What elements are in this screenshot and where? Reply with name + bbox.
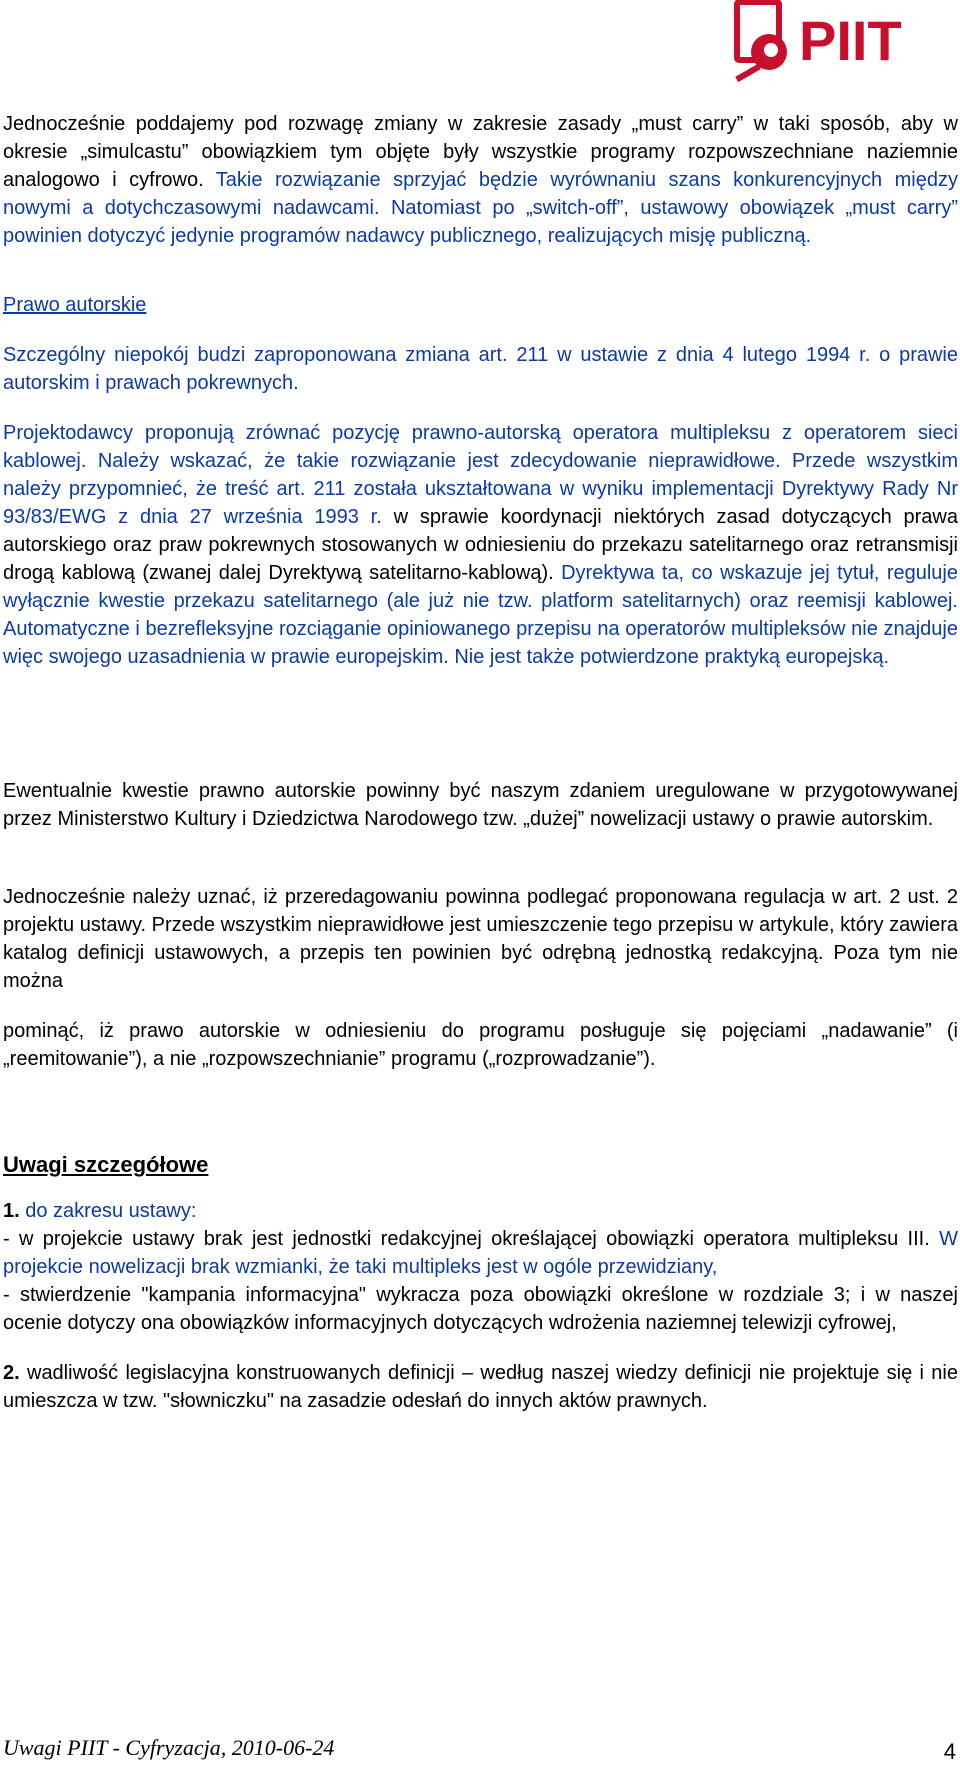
logo-text: PIIT <box>799 9 902 72</box>
paragraph-sentence: Dyrektywa ta, co wskazuje jej tytuł, reguluje wyłącznie kwestie przekazu satelitarnego (ale już nie tzw. platform satelitarnych) oraz reemisji kablowej. Automatyczne i bezrefleksyjne rozciąganie opiniowanego przepisu na operatorów multipleksów nie znajduje więc swojego uzasadnienia w prawie europejskim. <box>3 562 958 668</box>
paragraph-sentence: Ewentualnie kwestie prawno autorskie powinny być naszym zdaniem uregulowane w przygotowywanej przez Ministerstwo Kultury i Dziedzictwa Narodowego tzw. „dużej” nowelizacji ustawy o prawie autorskim. <box>3 780 958 830</box>
paragraph-sentence: Jednocześnie należy uznać, iż przeredagowaniu powinna podlegać proponowana regulacja w art. 2 ust. 2 projektu ustawy. <box>3 886 958 936</box>
list-item-1 <box>3 1197 958 1337</box>
paragraph-art-211: Szczególny niepokój budzi zaproponowana zmiana art. 211 w ustawie z dnia 4 lutego 1994 r. o prawie autorskim i prawach pokrewnych. <box>3 344 958 394</box>
heading-prawo-autorskie: Prawo autorskie <box>3 294 147 316</box>
bullet-text: - w projekcie ustawy brak jest jednostki redakcyjnej określającej obowiązki operatora multipleksu III. <box>3 1228 930 1250</box>
paragraph-sentence: Takie rozwiązanie sprzyjać będzie wyrównaniu szans konkurencyjnych między nowymi a dotychczasowymi nadawcami. <box>3 169 958 219</box>
paragraph-pominac: pominąć, iż prawo autorskie w odniesieniu do programu posługuje się pojęciami „nadawanie” (i „reemitowanie”), a nie „rozpowszechnianie” programu („rozprowadzanie”). <box>3 1020 958 1070</box>
paragraph-sentence: Natomiast po „switch-off”, ustawowy obowiązek „must carry” powinien dotyczyć jedynie programów nadawcy publicznego, realizujących misję publiczną. <box>3 197 958 247</box>
paragraph-sentence: Należy wskazać, że takie rozwiązanie jest zdecydowanie nieprawidłowe. <box>86 450 781 472</box>
paragraph-sentence: Przede wszystkim nieprawidłowe jest umieszczenie tego przepisu w artykule, który zawiera katalog definicji ustawowych, a przepis ten powinien być odrębną jednostką redakcyjną. <box>3 914 958 964</box>
paragraph-sentence: Poza tym nie można <box>3 942 958 992</box>
bullet-text: W projekcie nowelizacji brak wzmianki, że taki multipleks jest w ogóle przewidziany, <box>3 1228 958 1278</box>
list-item-2-text: wadliwość legislacyjna konstruowanych definicji – według naszej wiedzy definicji nie projektuje się i nie umieszcza w tzw. "słowniczku" na zasadzie odesłań do innych aktów prawnych. <box>3 1362 958 1412</box>
paragraph-sentence: w sprawie koordynacji niektórych zasad dotyczących prawa autorskiego oraz praw pokrewnych stosowanych w odniesieniu do przekazu satelitarnego oraz retransmisji drogą kablową (zwanej dalej Dyrektywą satelitarno-kablową). <box>3 506 958 584</box>
page-number: 4 <box>943 1739 956 1764</box>
paragraph-must-carry <box>3 110 958 278</box>
paragraph-projektodawcy <box>3 419 958 755</box>
page-footer <box>3 1731 958 1765</box>
heading-uwagi-szczegolowe: Uwagi szczegółowe <box>3 1152 209 1177</box>
paragraph-jednoczesnie <box>3 883 958 995</box>
piit-logo <box>733 0 960 90</box>
footer-text: Uwagi PIIT - Cyfryzacja, 2010-06-24 <box>3 1735 335 1760</box>
list-item-1-bullet-1 <box>3 1225 958 1281</box>
document-body <box>3 110 958 1415</box>
list-item-1-title <box>3 1197 958 1225</box>
paragraph-sentence: Przede wszystkim należy przypomnieć, że treść art. 211 została ukształtowana w wyniku implementacji Dyrektywy Rady Nr 93/83/EWG z dnia 27 września 1993 r. <box>3 450 958 528</box>
paragraph-ewentualnie <box>3 777 958 861</box>
list-item-1-number: 1. <box>3 1200 20 1222</box>
paragraph-sentence: Jednocześnie poddajemy pod rozwagę zmiany w zakresie zasady „must carry” w taki sposób, aby w okresie „simulcastu” obowiązkiem tym objęte były wszystkie programy rozpowszechniane naziemnie analogowo i cyfrowo. <box>3 113 958 191</box>
list-item-1-bullet-2: - stwierdzenie "kampania informacyjna" wykracza poza obowiązki określone w rozdziale 3; i w naszej ocenie dotyczy ona obowiązków informacyjnych dotyczących wdrożenia naziemnej telewizji cyfrowej, <box>3 1284 958 1334</box>
list-item-1-label: do zakresu ustawy: <box>19 1200 197 1222</box>
list-item-2 <box>3 1359 958 1415</box>
paragraph-sentence: Nie jest także potwierdzone praktyką europejską. <box>448 646 890 668</box>
list-item-2-number: 2. <box>3 1362 20 1384</box>
paragraph-sentence: Projektodawcy proponują zrównać pozycję prawno-autorską operatora multipleksu z operatorem sieci kablowej. <box>3 422 958 472</box>
